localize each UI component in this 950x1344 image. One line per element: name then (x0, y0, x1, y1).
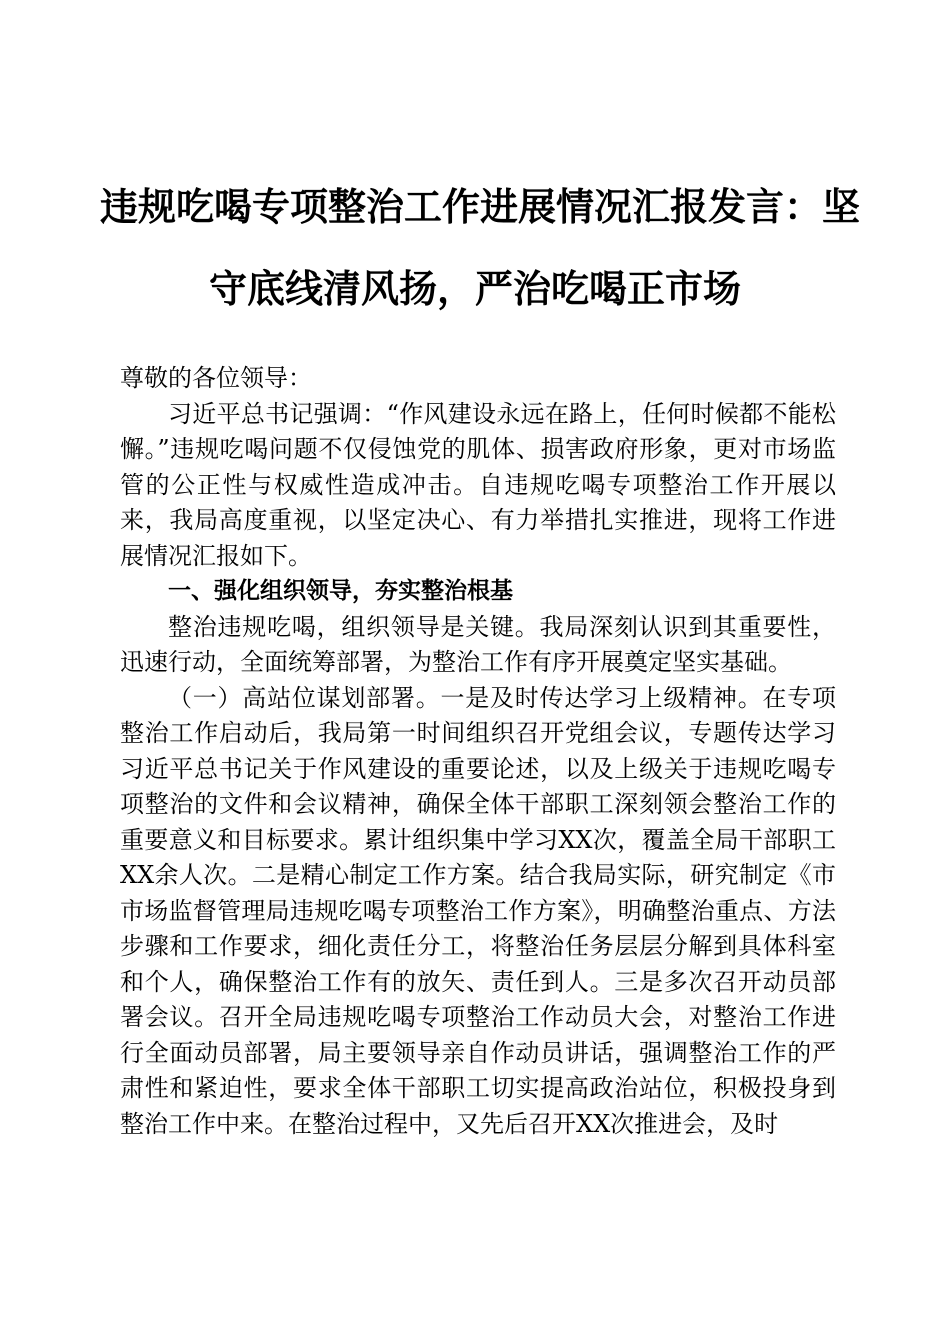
document-title (100, 166, 861, 330)
document-title-line-2: 守底线清风扬，严治吃喝正市场 (208, 266, 741, 311)
document-body (120, 361, 836, 1142)
section-1-body: 整治违规吃喝，组织领导是关键。我局深刻认识到其重要性，迅速行动，全面统筹部署，为整治工作有序开展奠定坚实基础。 (120, 612, 836, 676)
section-1-heading: 一、强化组织领导，夯实整治根基 (168, 578, 513, 604)
document-title-line-1: 违规吃喝专项整治工作进展情况汇报发言：坚 (100, 184, 861, 229)
subsection-1-paragraph: （一）高站位谋划部署。一是及时传达学习上级精神。在专项整治工作启动后，我局第一时间组织召开党组会议，专题传达学习习近平总书记关于作风建设的重要论述，以及上级关于违规吃喝专项整治的文件和会议精神，确保全体干部职工深刻领会整治工作的重要意义和目标要求。累计组织集中学习XX次，覆盖全局干部职工XX余人次。二是精心制定工作方案。结合我局实际，研究制定《市市场监督管理局违规吃喝专项整治工作方案》，明确整治重点、方法步骤和工作要求，细化责任分工，将整治任务层层分解到具体科室和个人，确保整治工作有的放矢、责任到人。三是多次召开动员部署会议。召开全局违规吃喝专项整治工作动员大会，对整治工作进行全面动员部署，局主要领导亲自作动员讲话，强调整治工作的严肃性和紧迫性，要求全体干部职工切实提高政治站位，积极投身到整治工作中来。在整治过程中，又先后召开XX次推进会，及时 (120, 683, 836, 1138)
salutation: 尊敬的各位领导： (120, 364, 312, 392)
intro-paragraph: 习近平总书记强调：“作风建设永远在路上，任何时候都不能松懈。”违规吃喝问题不仅侵蚀党的肌体、损害政府形象，更对市场监管的公正性与权威性造成冲击。自违规吃喝专项整治工作开展以来，我局高度重视，以坚定决心、有力举措扎实推进，现将工作进展情况汇报如下。 (120, 399, 836, 570)
